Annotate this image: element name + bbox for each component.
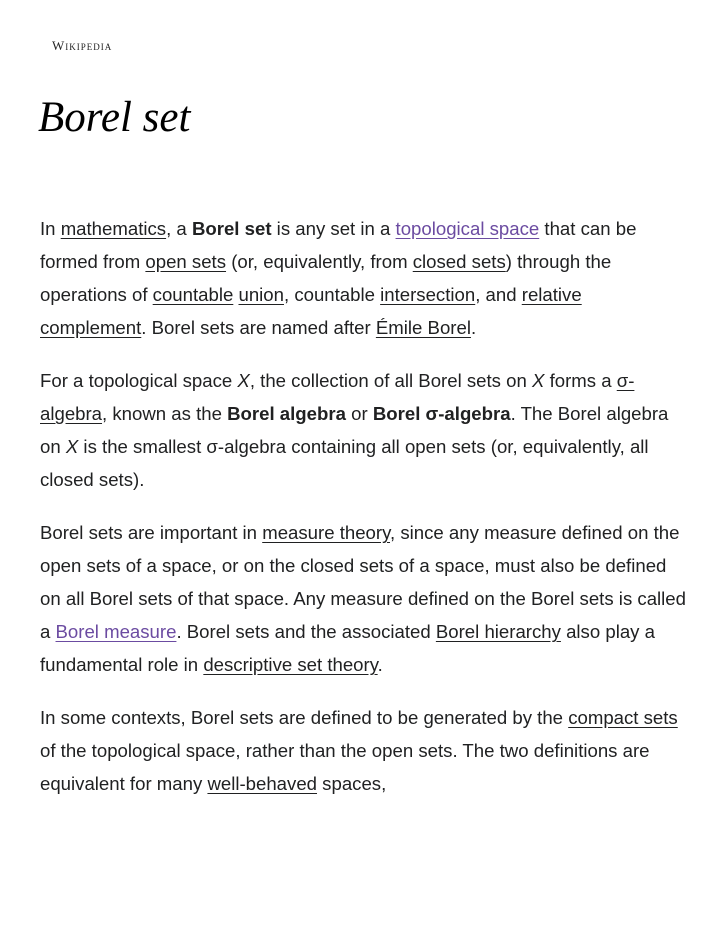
link-sigma-algebra[interactable]: σ-algebra — [40, 370, 635, 424]
paragraph-intro — [40, 212, 690, 344]
text: forms a — [544, 370, 617, 391]
link-emile-borel[interactable]: Émile Borel — [375, 317, 471, 338]
article-body — [40, 212, 690, 820]
text: . Borel sets and the associated — [176, 621, 436, 642]
term-borel-sigma-algebra: Borel σ-algebra — [372, 403, 511, 424]
link-descriptive-set-theory[interactable]: descriptive set theory — [203, 654, 378, 675]
text: In — [40, 218, 61, 239]
text: ) through the operations of — [40, 251, 612, 305]
text: , since any measure defined on the open sets of a space, or on the closed sets of a space, must also be defined on all Borel sets of that space. Any measure defined on the Borel sets is called a — [40, 522, 686, 642]
term-borel-set: Borel set — [191, 218, 272, 239]
text: , a — [166, 218, 192, 239]
text: (or, equivalently, from — [226, 251, 413, 272]
link-topological-space[interactable]: topological space — [395, 218, 540, 239]
text: Borel sets are important in — [40, 522, 263, 543]
text: is any set in a — [271, 218, 396, 239]
text: . — [470, 317, 477, 338]
link-intersection[interactable]: intersection — [380, 284, 476, 305]
link-closed-sets[interactable]: closed sets — [412, 251, 506, 272]
link-mathematics[interactable]: mathematics — [60, 218, 167, 239]
link-open-sets[interactable]: open sets — [145, 251, 227, 272]
text: , the collection of all Borel sets on — [249, 370, 532, 391]
paragraph-measure-theory — [40, 516, 690, 681]
text: , and — [475, 284, 522, 305]
variable-x: X — [65, 436, 79, 457]
text: For a topological space — [40, 370, 238, 391]
term-borel-algebra: Borel algebra — [227, 403, 346, 424]
text: that can be formed from — [40, 218, 637, 272]
variable-x: X — [532, 370, 545, 391]
text: spaces, — [317, 773, 387, 794]
text: In some contexts, Borel sets are defined to be generated by the — [40, 707, 569, 728]
text: , countable — [283, 284, 381, 305]
wikipedia-wordmark[interactable]: Wikipedia — [52, 38, 113, 53]
text: . Borel sets are named after — [141, 317, 376, 338]
link-borel-measure[interactable]: Borel measure — [55, 621, 177, 642]
link-compact-sets[interactable]: compact sets — [568, 707, 678, 728]
link-borel-hierarchy[interactable]: Borel hierarchy — [435, 621, 561, 642]
link-relative-complement[interactable]: relative complement — [40, 284, 582, 338]
paragraph-compact-sets — [40, 701, 690, 800]
text: . The Borel algebra on — [40, 403, 669, 457]
link-union[interactable]: union — [238, 284, 284, 305]
text: , known as the — [102, 403, 228, 424]
text: . — [377, 654, 383, 675]
variable-x: X — [237, 370, 250, 391]
link-measure-theory[interactable]: measure theory — [262, 522, 391, 543]
text: of the topological space, rather than the open sets. The two definitions are equivalent for many — [40, 740, 650, 794]
paragraph-borel-algebra — [40, 364, 690, 496]
link-well-behaved[interactable]: well-behaved — [207, 773, 318, 794]
text: or — [345, 403, 373, 424]
link-countable[interactable]: countable — [152, 284, 234, 305]
page-title: Borel set — [38, 94, 191, 141]
text: also play a fundamental role in — [40, 621, 655, 675]
text: is the smallest σ-algebra containing all open sets (or, equivalently, all closed sets). — [40, 436, 649, 490]
